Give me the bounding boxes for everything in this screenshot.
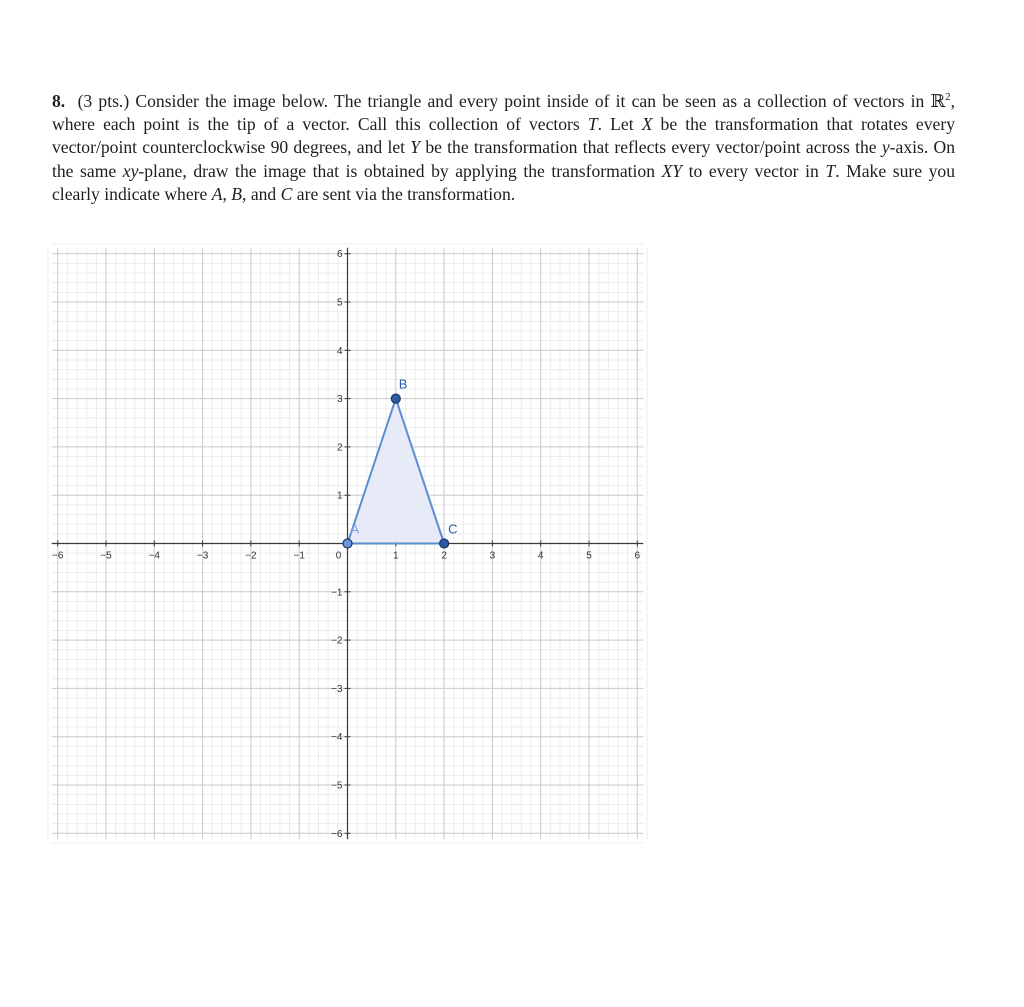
x-tick-label: −3 [196,550,209,562]
problem-number: 8. [52,91,66,111]
x-tick-label: −5 [100,550,112,562]
point-label-C: C [448,521,458,537]
var-Y: Y [410,137,421,158]
origin-label: 0 [335,550,342,562]
point-label-B: B [398,376,408,392]
x-tick-label: 3 [489,550,496,562]
y-tick-label: −1 [331,587,343,599]
y-tick-label: −6 [331,828,343,840]
x-tick-label: 1 [393,550,399,562]
y-tick-label: 2 [336,442,343,454]
var-X: X [641,114,653,135]
point-A [343,539,352,548]
problem-text-8: to every vector in [682,160,826,181]
point-C [440,539,449,548]
y-tick-label: −5 [331,780,343,792]
y-tick-label: 3 [336,394,343,406]
problem-text-5: be the transformation that reflects every vector/point across the [420,137,882,158]
y-tick-label: 5 [336,297,343,309]
real-numbers-symbol: ℝ [930,91,946,111]
y-tick-label: 1 [336,490,343,502]
problem-points: (3 pts.) [77,91,130,111]
y-tick-label: −3 [331,683,343,695]
var-y-axis: y [881,137,890,158]
problem-text-11: , and [242,183,281,204]
y-tick-label: 6 [336,249,343,261]
triangle-ABC [348,399,445,544]
point-B [391,394,400,403]
problem-text-12: are sent via the transformation. [292,183,516,204]
problem-text-3: . Let [597,114,642,135]
y-tick-label: −4 [331,732,343,744]
var-XY: XY [661,160,683,181]
problem-text-4: be the transformation that rotates every vector/point counterclockwise 90 degrees, and let [52,114,956,158]
x-tick-label: 2 [441,550,447,562]
var-xy-plane: xy [122,160,139,181]
problem-text-6: -axis. On the same [52,137,956,181]
var-B: B [231,183,243,204]
triangle-group [343,377,457,548]
var-T: T [587,114,598,135]
problem-text-2: , where each point is the tip of a vector. Call this collection of vectors [52,91,956,135]
y-tick-label: −2 [331,635,343,647]
problem-text-10: , [222,183,232,204]
problem-text-9: . Make sure you clearly indicate where [52,160,955,204]
var-C: C [280,183,293,204]
problem-text-1: Consider the image below. The triangle and every point inside of it can be seen as a collection of vectors in [135,91,931,111]
var-T-2: T [825,160,836,181]
x-tick-label: −2 [245,550,257,562]
x-tick-label: 6 [634,550,641,562]
y-tick-label: 4 [336,345,343,357]
x-tick-label: −4 [148,550,161,562]
problem-text-7: -plane, draw the image that is obtained by applying the transformation [138,160,662,181]
real-numbers-exponent: 2 [945,91,951,104]
x-tick-label: −6 [51,550,64,562]
x-tick-label: 5 [586,550,592,562]
var-A: A [211,183,223,204]
x-tick-label: −1 [293,550,305,562]
point-label-A: A [350,521,360,537]
x-tick-label: 4 [537,550,544,562]
